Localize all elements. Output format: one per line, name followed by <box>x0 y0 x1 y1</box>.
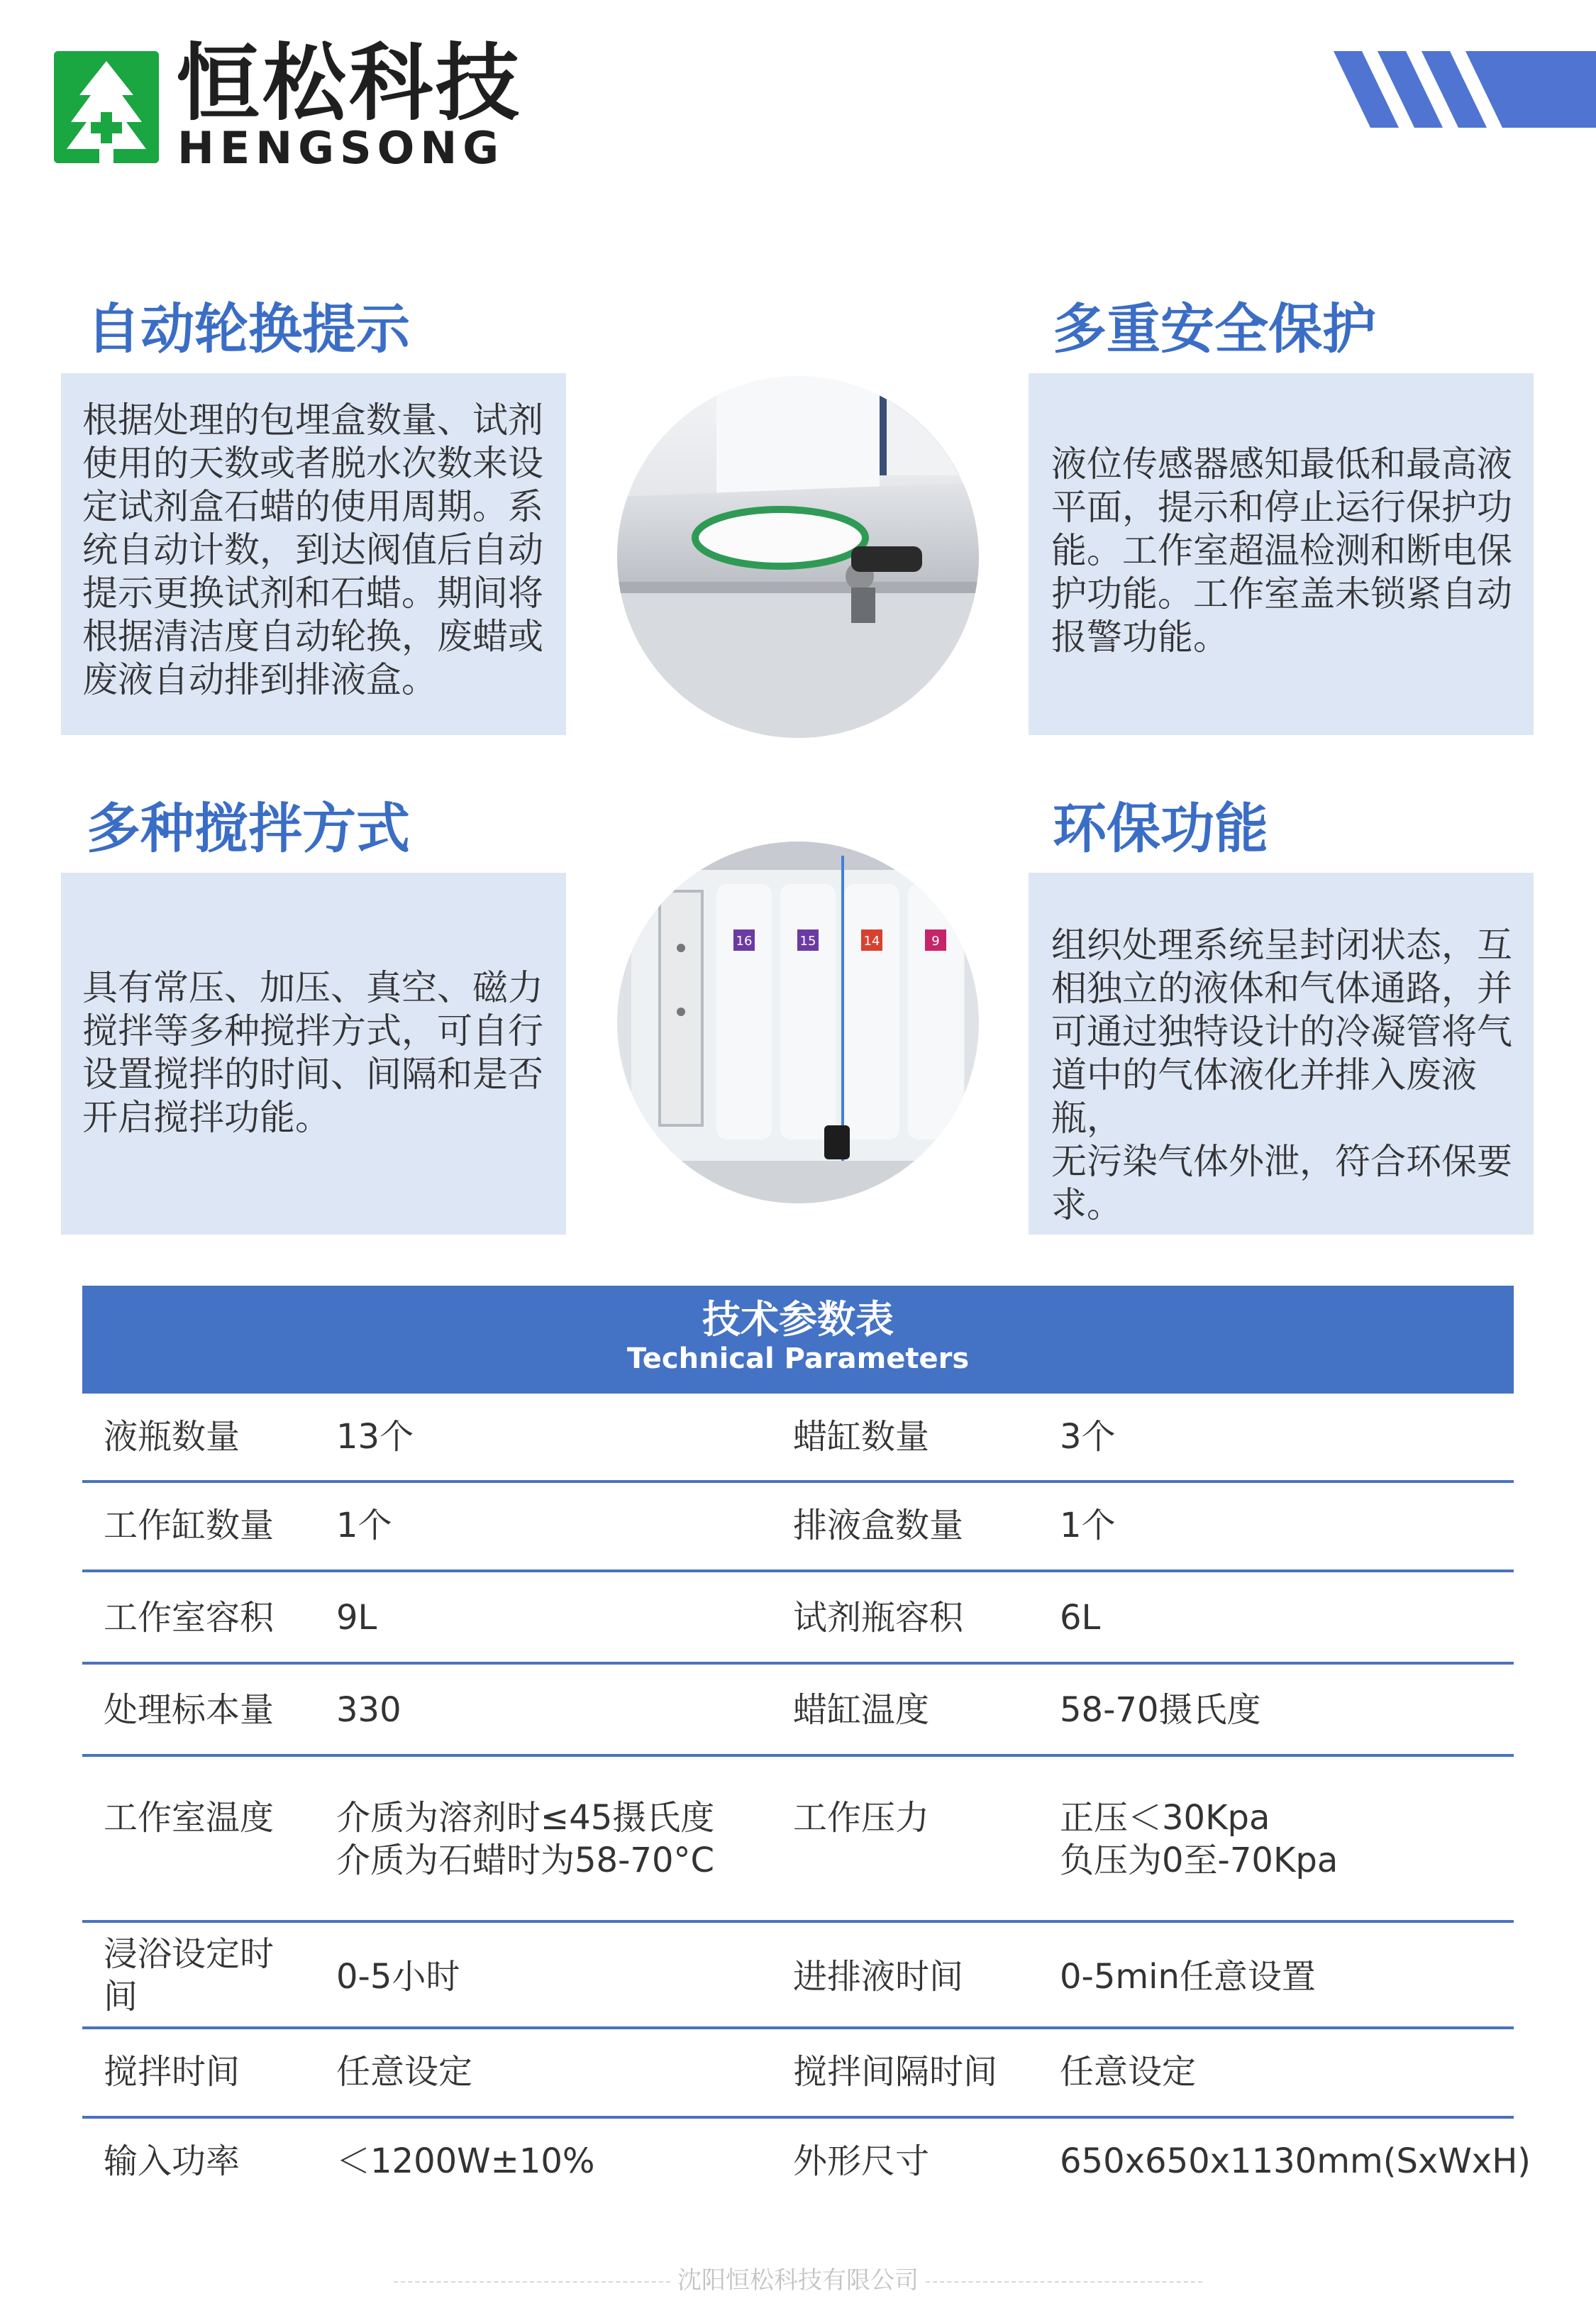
logo-tree-icon <box>54 51 159 163</box>
param-name: 蜡缸数量 <box>793 1417 930 1457</box>
feature-panel <box>61 373 566 735</box>
param-name: 处理标本量 <box>104 1690 275 1730</box>
feature-line: 平面，提示和停止运行保护功 <box>1051 487 1512 528</box>
param-value: 任意设定 <box>336 2052 473 2092</box>
param-name: 进排液时间 <box>793 1957 964 1997</box>
brand-name-cn: 恒松科技 <box>176 34 523 132</box>
feature-line: 报警功能。 <box>1051 617 1229 658</box>
chamber-lid-photo <box>617 376 979 738</box>
feature-line: 组织处理系统呈封闭状态，互 <box>1051 925 1512 966</box>
param-value: ＜1200W±10% <box>336 2141 595 2181</box>
feature-line: 废液自动排到排液盒。 <box>82 659 437 700</box>
row-divider <box>82 1754 1514 1757</box>
row-divider <box>82 2026 1514 2029</box>
table-title-cn: 技术参数表 <box>702 1297 894 1342</box>
param-name: 工作缸数量 <box>104 1506 275 1545</box>
feature-line: 可通过独特设计的冷凝管将气 <box>1051 1011 1512 1052</box>
reagent-bottles-photo <box>617 842 979 1203</box>
brand-name-en: HENGSONG <box>177 122 505 174</box>
param-value: 3个 <box>1060 1417 1116 1457</box>
feature-title: 多种搅拌方式 <box>87 797 410 860</box>
param-name: 外形尺寸 <box>793 2141 930 2181</box>
param-value: 650x650x1130mm(SxWxH) <box>1060 2141 1531 2181</box>
param-name: 工作室温度 <box>104 1798 275 1838</box>
footer-company: 沈阳恒松科技有限公司 <box>677 2266 919 2295</box>
feature-line: 护功能。工作室盖未锁紧自动 <box>1051 573 1512 614</box>
param-name <box>104 1933 274 2018</box>
param-name: 工作室容积 <box>104 1598 275 1638</box>
param-value <box>1060 1797 1338 1882</box>
feature-line: 相独立的液体和气体通路，并 <box>1051 968 1512 1009</box>
param-name: 试剂瓶容积 <box>793 1598 964 1638</box>
row-divider <box>82 1569 1514 1572</box>
param-name-line: 间 <box>104 1977 138 2017</box>
param-value: 任意设定 <box>1060 2052 1197 2092</box>
param-value: 1个 <box>336 1506 392 1545</box>
feature-line: 具有常压、加压、真空、磁力 <box>82 967 543 1008</box>
param-name: 排液盒数量 <box>793 1506 964 1545</box>
param-value-line: 介质为石蜡时为58-70°C <box>336 1841 714 1880</box>
footer-divider <box>926 2281 1202 2283</box>
feature-panel <box>1029 373 1534 735</box>
param-value: 6L <box>1060 1598 1101 1638</box>
param-value <box>336 1797 714 1882</box>
bottle-label: 9 <box>931 934 940 949</box>
param-name: 搅拌时间 <box>104 2052 240 2092</box>
bottle-label: 16 <box>736 934 753 949</box>
bottle-label: 14 <box>863 934 880 949</box>
param-value-line: 负压为0至-70Kpa <box>1060 1841 1339 1880</box>
feature-line: 统自动计数，到达阀值后自动 <box>82 529 543 570</box>
param-value-line: 正压＜30Kpa <box>1060 1798 1270 1838</box>
param-value: 330 <box>336 1690 401 1730</box>
param-value: 9L <box>336 1598 377 1638</box>
feature-line: 求。 <box>1051 1184 1122 1225</box>
feature-panel <box>61 873 566 1235</box>
row-divider <box>82 1480 1514 1483</box>
feature-line: 提示更换试剂和石蜡。期间将 <box>82 573 543 614</box>
feature-line: 设置搅拌的时间、间隔和是否 <box>82 1054 543 1095</box>
param-value: 0-5小时 <box>336 1957 460 1997</box>
feature-line: 能。工作室超温检测和断电保 <box>1051 530 1512 571</box>
param-name: 工作压力 <box>793 1798 930 1838</box>
feature-line: 根据处理的包埋盒数量、试剂 <box>82 399 543 441</box>
param-name: 液瓶数量 <box>104 1417 240 1457</box>
feature-line: 定试剂盒石蜡的使用周期。系 <box>82 486 543 527</box>
feature-panel <box>1029 873 1534 1235</box>
feature-line: 无污染气体外泄，符合环保要 <box>1051 1141 1512 1182</box>
feature-line: 道中的气体液化并排入废液瓶， <box>1051 1054 1477 1139</box>
row-divider <box>82 1920 1514 1923</box>
feature-line: 液位传感器感知最低和最高液 <box>1051 443 1512 485</box>
feature-title: 自动轮换提示 <box>87 297 410 360</box>
feature-line: 根据清洁度自动轮换，废蜡或 <box>82 616 543 657</box>
decorative-stripes <box>1334 51 1596 128</box>
param-name-line: 浸浴设定时 <box>104 1934 275 1974</box>
param-name: 搅拌间隔时间 <box>793 2052 998 2092</box>
param-value: 1个 <box>1060 1506 1116 1545</box>
table-title-en: Technical Parameters <box>626 1342 970 1376</box>
row-divider <box>82 1662 1514 1665</box>
feature-title: 多重安全保护 <box>1053 297 1376 360</box>
feature-line: 搅拌等多种搅拌方式，可自行 <box>82 1010 543 1052</box>
row-divider <box>82 2116 1514 2119</box>
param-name: 输入功率 <box>104 2141 240 2181</box>
param-name: 蜡缸温度 <box>793 1690 930 1730</box>
footer <box>383 2266 1213 2295</box>
bottle-label: 15 <box>799 934 816 949</box>
param-value: 58-70摄氏度 <box>1060 1690 1261 1730</box>
table-header <box>82 1286 1514 1394</box>
footer-divider <box>394 2281 670 2283</box>
feature-line: 使用的天数或者脱水次数来设 <box>82 443 543 484</box>
param-value: 13个 <box>336 1417 414 1457</box>
feature-title: 环保功能 <box>1053 797 1268 860</box>
feature-line: 开启搅拌功能。 <box>82 1097 331 1138</box>
param-value: 0-5min任意设置 <box>1060 1957 1316 1997</box>
param-value-line: 介质为溶剂时≤45摄氏度 <box>336 1798 715 1838</box>
